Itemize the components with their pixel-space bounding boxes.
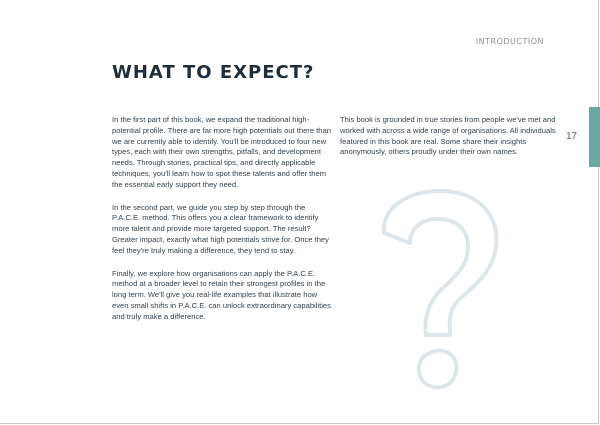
question-mark-icon — [370, 185, 505, 395]
section-label: INTRODUCTION — [475, 37, 544, 46]
paragraph-true-stories: This book is grounded in true stories from people we've met and worked with across a wide range of organisations. All individuals featured in this book are real. Some share their insights anonymously, others proudly under their own names. — [340, 115, 556, 157]
left-column — [112, 115, 334, 335]
paragraph-part-three: Finally, we explore how organisations can apply the P.A.C.E. method at a broader level to retain their strongest profiles in the long term. We'll give you real-life examples that illustrate how even small shifts in P.A.C.E. can unlock extraordinary capabilities and truly make a difference. — [112, 268, 331, 321]
page-number: 17 — [566, 131, 578, 142]
paragraph-part-one: In the first part of this book, we expand the traditional high-potential profile. There are far more high potentials out there than we are currently able to identify. You'll be introduced to four new types, each with their own strengths, pitfalls, and development needs. Through stories, practical tips, and directly applicable techniques, you'll learn how to spot these talents and offer them the essential early support they need. — [112, 115, 331, 189]
chapter-tab-marker — [589, 107, 600, 167]
page-title: WHAT TO EXPECT? — [112, 62, 315, 83]
paragraph-part-two: In the second part, we guide you step by step through the P.A.C.E. method. This offers you a clear framework to identify more talent and provide more targeted support. The result? Greater impact, exactly what high potentials strive for. Once they feel they're truly making a difference, they tend to stay. — [112, 202, 329, 255]
right-column — [340, 115, 558, 170]
